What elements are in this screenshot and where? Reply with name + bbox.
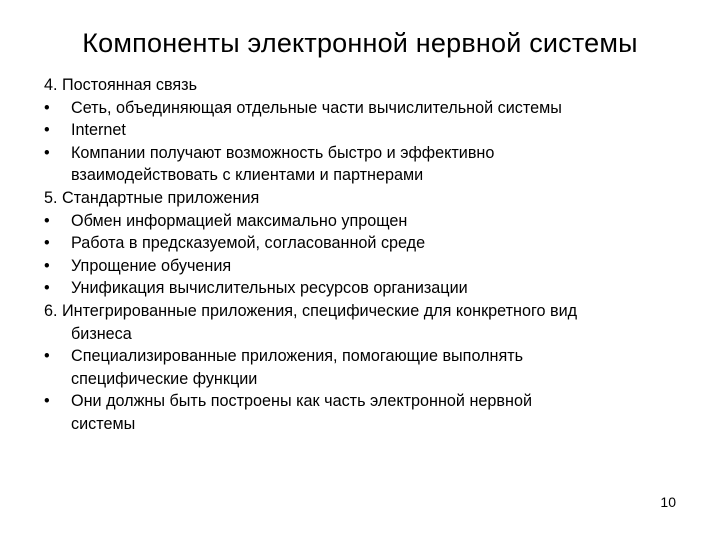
slide-body xyxy=(44,74,704,436)
bullet-text: Они должны быть построены как часть электронной нервной xyxy=(71,392,532,411)
bullet-mark: • xyxy=(44,98,50,117)
bullet-mark: • xyxy=(44,347,50,366)
bullet-item xyxy=(44,255,704,278)
bullet-text: Обмен информацией максимально упрощен xyxy=(71,211,408,230)
bullet-item xyxy=(44,142,704,165)
page-number: 10 xyxy=(660,494,676,510)
bullet-mark: • xyxy=(44,392,50,411)
bullet-text: системы xyxy=(71,414,136,433)
bullet-text: Компании получают возможность быстро и эффективно xyxy=(71,143,495,162)
bullet-item xyxy=(44,345,704,368)
bullet-text: взаимодействовать с клиентами и партнерами xyxy=(71,166,424,185)
bullet-text: Упрощение обучения xyxy=(71,256,232,275)
bullet-text: Internet xyxy=(71,121,126,140)
slide-title: Компоненты электронной нервной системы xyxy=(82,28,638,58)
bullet-item xyxy=(44,232,704,255)
bullet-item xyxy=(44,210,704,233)
bullet-mark: • xyxy=(44,211,50,230)
bullet-item xyxy=(44,97,704,120)
bullet-text: Специализированные приложения, помогающие выполнять xyxy=(71,347,524,366)
bullet-mark: • xyxy=(44,121,50,140)
bullet-continuation xyxy=(44,164,704,187)
bullet-mark: • xyxy=(44,234,50,253)
section-heading: 5. Стандартные приложения xyxy=(44,188,260,207)
bullet-mark: • xyxy=(44,143,50,162)
bullet-text: Сеть, объединяющая отдельные части вычислительной системы xyxy=(71,98,562,117)
bullet-item xyxy=(44,277,704,300)
bullet-continuation xyxy=(44,368,704,391)
bullet-mark: • xyxy=(44,256,50,275)
section-heading: 6. Интегрированные приложения, специфические для конкретного вид xyxy=(44,301,578,320)
bullet-item xyxy=(44,390,704,413)
bullet-text: специфические функции xyxy=(71,369,258,388)
section-heading: 4. Постоянная связь xyxy=(44,76,198,94)
bullet-item xyxy=(44,119,704,142)
bullet-mark: • xyxy=(44,279,50,298)
bullet-continuation xyxy=(44,413,704,436)
heading-text: бизнеса xyxy=(71,324,132,343)
heading-continuation xyxy=(44,323,704,346)
bullet-text: Унификация вычислительных ресурсов организации xyxy=(71,279,468,298)
bullet-text: Работа в предсказуемой, согласованной среде xyxy=(71,234,426,253)
